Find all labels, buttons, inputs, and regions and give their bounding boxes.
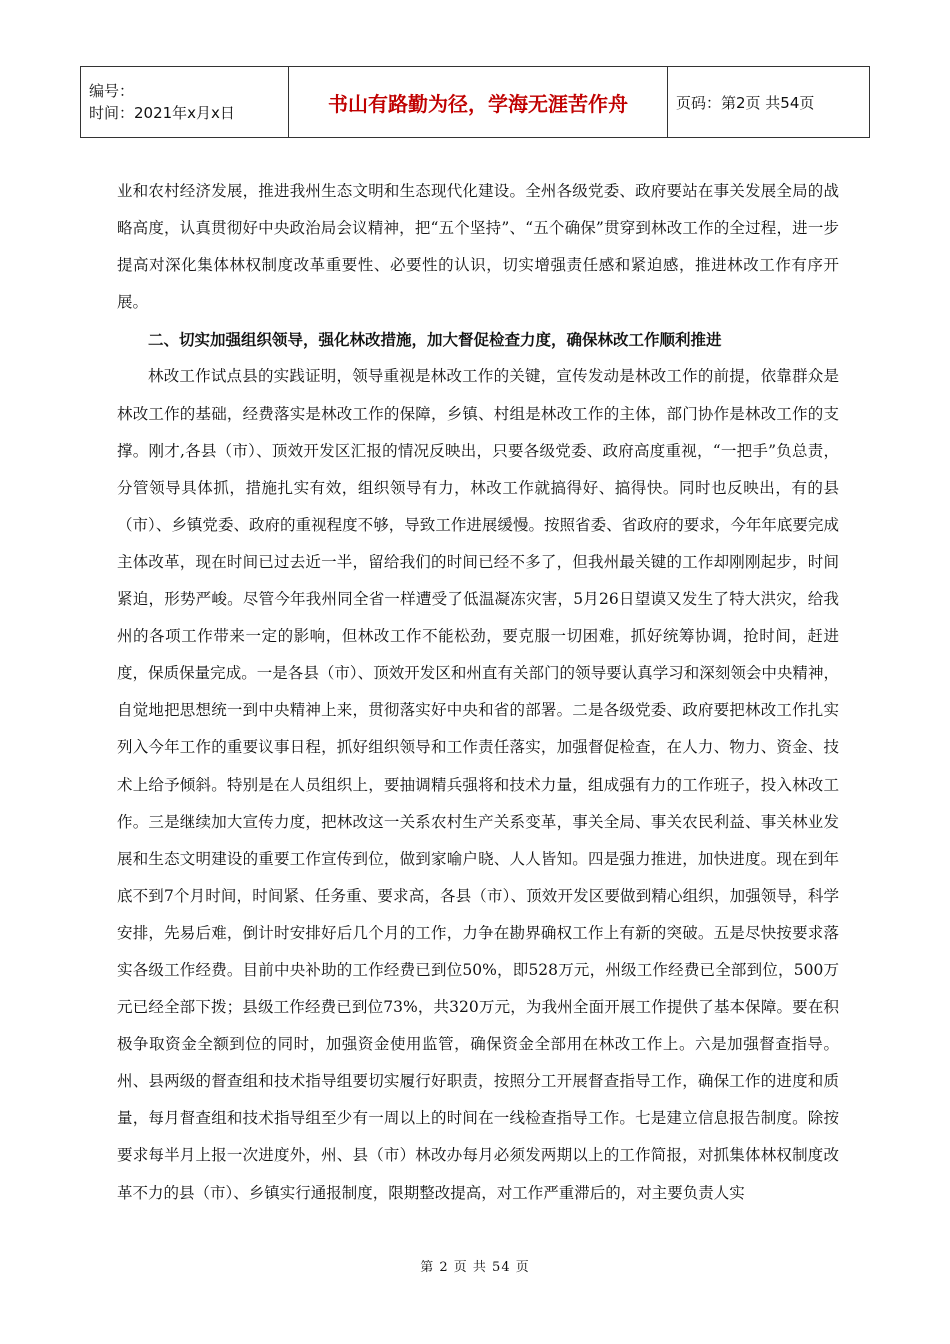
page-footer: 第 2 页 共 54 页 <box>420 1260 530 1275</box>
header-page-number: 页码：第2页 共54页 <box>668 67 870 138</box>
document-number-label: 编号： <box>89 82 135 100</box>
header-table <box>80 66 870 138</box>
paragraph: 林改工作试点县的实践证明，领导重视是林改工作的关键，宣传发动是林改工作的前提，依靠群众是林改工作的基础，经费落实是林改工作的保障，乡镇、村组是林改工作的主体，部门协作是林改工作的支撑。刚才,各县（市）、顶效开发区汇报的情况反映出，只要各级党委、政府高度重视，“一把手”负总责，分管领导具体抓，措施扎实有效，组织领导有力，林改工作就搞得好、搞得快。同时也反映出，有的县（市）、乡镇党委、政府的重视程度不够，导致工作进展缓慢。按照省委、省政府的要求，今年年底要完成主体改革，现在时间已过去近一半，留给我们的时间已经不多了，但我州最关键的工作却刚刚起步，时间紧迫，形势严峻。尽管今年我州同全省一样遭受了低温凝冻灾害，5月26日望谟又发生了特大洪灾，给我州的各项工作带来一定的影响，但林改工作不能松劲，要克服一切困难，抓好统筹协调，抢时间，赶进度，保质保量完成。一是各县（市）、顶效开发区和州直有关部门的领导要认真学习和深刻领会中央精神，自觉地把思想统一到中央精神上来，贯彻落实好中央和省的部署。二是各级党委、政府要把林改工作扎实列入今年工作的重要议事日程，抓好组织领导和工作责任落实，加强督促检查，在人力、物力、资金、技术上给予倾斜。特别是在人员组织上，要抽调精兵强将和技术力量，组成强有力的工作班子，投入林改工作。三是继续加大宣传力度，把林改这一关系农村生产关系变革，事关全局、事关农民利益、事关林业发展和生态文明建设的重要工作宣传到位，做到家喻户晓、人人皆知。四是强力推进，加快进度。现在到年底不到7个月时间，时间紧、任务重、要求高，各县（市）、顶效开发区要做到精心组织，加强领导，科学安排，先易后难，倒计时安排好后几个月的工作，力争在勘界确权工作上有新的突破。五是尽快按要求落实各级工作经费。目前中央补助的工作经费已到位50%，即528万元，州级工作经费已全部到位，500万元已经全部下拨；县级工作经费已到位73%，共320万元，为我州全面开展工作提供了基本保障。要在积极争取资金全额到位的同时，加强资金使用监管，确保资金全部用在林改工作上。六是加强督查指导。州、县两级的督查组和技术指导组要切实履行好职责，按照分工开展督查指导工作，确保工作的进度和质量，每月督查组和技术指导组至少有一周以上的时间在一线检查指导工作。七是建立信息报告制度。除按要求每半月上报一次进度外，州、县（市）林改办每月必须发两期以上的工作简报，对抓集体林权制度改革不力的县（市）、乡镇实行通报制度，限期整改提高，对工作严重滞后的，对主要负责人实 <box>117 367 839 1202</box>
paragraph: 业和农村经济发展，推进我州生态文明和生态现代化建设。全州各级党委、政府要站在事关发展全局的战略高度，认真贯彻好中央政治局会议精神，把“五个坚持”、“五个确保”贯穿到林改工作的全过程，进一步提高对深化集体林权制度改革重要性、必要性的认识，切实增强责任感和紧迫感，推进林改工作有序开展。 <box>117 182 839 312</box>
document-date-label: 时间：2021年x月x日 <box>89 104 235 122</box>
document-body <box>117 173 839 1212</box>
section-heading: 二、切实加强组织领导，强化林改措施，加大督促检查力度，确保林改工作顺利推进 <box>148 330 722 350</box>
header-motto: 书山有路勤为径，学海无涯苦作舟 <box>289 67 668 138</box>
header-meta-cell <box>81 67 289 138</box>
